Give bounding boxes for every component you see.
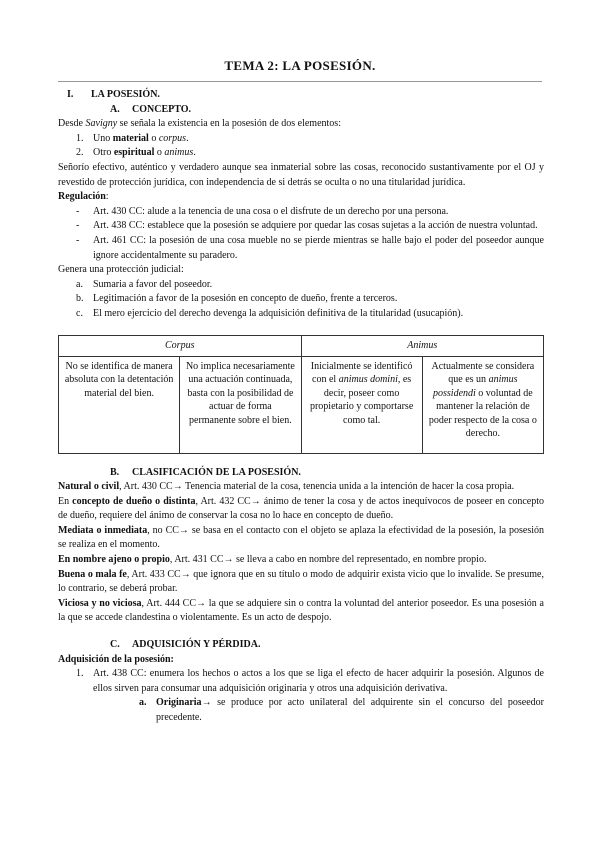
list-item [58, 234, 544, 263]
text-run: , Art. 433 CC→ que ignora que en su título o modo de adquirir exista vicio que lo invalide. Se presume, lo contrario, se deberá probar. [58, 568, 545, 595]
classification-item [58, 495, 544, 524]
italic-term: animus [164, 147, 194, 159]
bold-term: Regulación [58, 191, 106, 203]
concept-intro [58, 117, 544, 132]
section-number: A. [110, 103, 120, 115]
text-run: , no CC→ se basa en el contacto con el objeto se aplaza la efectividad de la posesión, la posesión se realiza en el momento. [58, 524, 544, 551]
list-item [58, 146, 544, 161]
section-heading-I [58, 88, 544, 103]
list-item [58, 132, 544, 147]
list-marker: - [76, 220, 80, 232]
list-text: Art. 461 CC: la posesión de una cosa mueble no se pierde mientras se halle bajo el poder del poseedor aunque ignore accidentalmente su paradero. [93, 234, 544, 261]
section-title: ADQUISICIÓN Y PÉRDIDA. [132, 639, 261, 651]
bold-term: material [112, 132, 149, 144]
animus-header: Animus [301, 335, 544, 356]
text-run: Otro [93, 147, 114, 159]
text-run: Actualmente se considera que es un [431, 360, 535, 385]
classification-item [58, 524, 544, 553]
list-text: Art. 438 CC: establece que la posesión se adquiere por quedar las cosas sujetas a la acción de nuestra voluntad. [93, 220, 538, 232]
table-cell: No implica necesariamente una actuación continuada, basta con la posibilidad de actuar de forma permanente sobre el bien. [180, 356, 301, 453]
list-item [58, 278, 544, 293]
text-run: En [58, 495, 73, 507]
classification-item [58, 480, 544, 495]
sub-list-item [58, 696, 544, 725]
section-number: C. [110, 639, 120, 651]
list-marker: 2. [76, 147, 84, 159]
text-run: o [148, 132, 159, 144]
section-title: CLASIFICACIÓN DE LA POSESIÓN. [132, 466, 301, 478]
list-marker: - [76, 205, 80, 217]
text-run: . [193, 147, 196, 159]
text-run: : [105, 191, 109, 203]
section-title: CONCEPTO. [132, 103, 191, 115]
text-run: o voluntad de mantener la relación de poder respecto de la cosa o derecho. [428, 387, 537, 439]
list-item [58, 205, 544, 220]
list-marker: a. [76, 278, 83, 290]
text-run: , Art. 430 CC→ Tenencia material de la cosa, tenencia unida a la intención de hacer la cosa propia. [119, 481, 515, 493]
list-marker: - [76, 234, 80, 246]
table-cell [301, 356, 422, 453]
table-cell: No se identifica de manera absoluta con la detentación material del bien. [59, 356, 180, 453]
bold-term: Buena o mala fe [58, 568, 127, 580]
section-heading-B [58, 466, 544, 481]
list-item [58, 667, 544, 696]
list-text: Art. 438 CC: enumera los hechos o actos a los que se liga el efecto de hacer adquirir la posesión. Algunos de ellos sirven para consumar una adquisición originaria y otros una adquisición derivativa. [93, 668, 544, 694]
classification-item [58, 553, 544, 568]
list-text: → se produce por acto unilateral del adquirente sin el concurso del poseedor precedente. [156, 697, 544, 723]
document-body [58, 88, 544, 726]
bold-term: Originaria [156, 697, 202, 709]
text-run: o [154, 147, 165, 159]
bold-term: concepto de dueño o distinta [72, 495, 196, 507]
section-number: B. [110, 466, 120, 478]
italic-term: animus possidendi [433, 374, 518, 399]
list-item [58, 307, 544, 322]
author-name: Savigny [85, 118, 118, 130]
regulation-heading [58, 190, 544, 205]
bold-term: Mediata o inmediata [58, 524, 148, 536]
section-heading-C [58, 638, 544, 653]
text-run: . [186, 132, 189, 144]
text-run: , Art. 444 CC→ la que se adquiere sin o contra la voluntad del anterior poseedor. Es una posesión a la que se accede clandestina o violentamente. Es un acto de despojo. [58, 597, 544, 624]
italic-term: corpus [158, 132, 187, 144]
list-marker: b. [76, 293, 84, 305]
text-run: , Art. 432 CC→ ánimo de tener la cosa y de actos inequívocos de poseer en concepto de dueño, requiere del ánimo de conservar la cosa no lo hace en concepto de dueño. [58, 495, 545, 522]
italic-term: animus domini [338, 374, 398, 385]
list-text: El mero ejercicio del derecho devenga la adquisición definitiva de la titularidad (usucapión). [93, 307, 464, 319]
text-run: Uno [93, 132, 113, 144]
text-run: , es decir, poseer como propietario y comportarse como tal. [309, 374, 414, 426]
page-title: TEMA 2: LA POSESIÓN. [224, 58, 376, 73]
list-text: Art. 430 CC: alude a la tenencia de una cosa o el disfrute de un derecho por una persona. [93, 205, 449, 217]
list-marker: 1. [76, 668, 84, 680]
text-run: Desde [58, 118, 86, 130]
section-heading-A [58, 103, 544, 118]
text-run: , Art. 431 CC→ se lleva a cabo en nombre del representado, en nombre propio. [169, 554, 487, 566]
section-number: I. [67, 89, 74, 100]
text-run: Inicialmente se identificó con el [310, 360, 413, 385]
bold-term: Natural o civil [58, 481, 120, 493]
bold-term: En nombre ajeno o propio [58, 554, 170, 566]
bold-term: Viciosa y no viciosa [58, 597, 142, 609]
table-cell [422, 356, 543, 453]
definition-paragraph: Señorío efectivo, auténtico y verdadero aunque sea inmaterial sobre las cosas, reconocido sustantivamente por el OJ y revestido de protección jurídica, con independencia de si detrás se oculta o no una titularidad jurídica. [58, 161, 544, 188]
title-divider [58, 81, 542, 82]
list-item [58, 292, 544, 307]
list-marker: c. [76, 307, 83, 319]
list-text: Sumaria a favor del poseedor. [93, 278, 213, 290]
classification-item [58, 597, 544, 626]
list-item [58, 219, 544, 234]
list-marker: 1. [76, 132, 84, 144]
corpus-animus-table [58, 335, 544, 454]
list-marker: a. [139, 697, 147, 709]
classification-item [58, 568, 544, 597]
bold-term: espiritual [113, 147, 155, 159]
list-text: Legitimación a favor de la posesión en concepto de dueño, frente a terceros. [93, 293, 398, 305]
section-title: LA POSESIÓN. [91, 89, 160, 100]
acquisition-heading: Adquisición de la posesión: [58, 653, 174, 665]
text-run: se señala la existencia en la posesión de dos elementos: [117, 118, 341, 130]
protection-intro: Genera una protección judicial: [58, 264, 184, 276]
corpus-header: Corpus [59, 335, 302, 356]
